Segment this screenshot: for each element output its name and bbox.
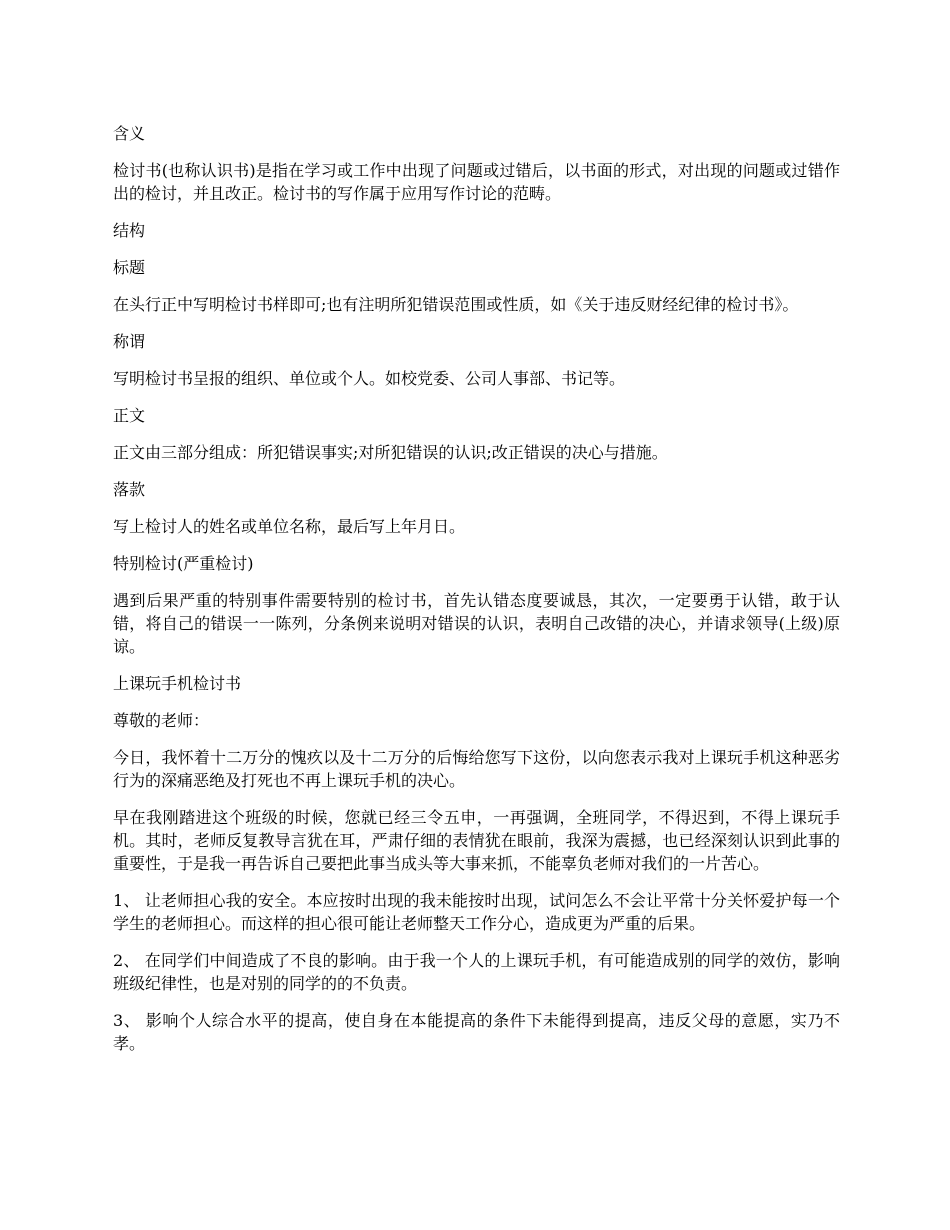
section-heading-salutation: 称谓 [113, 332, 146, 351]
section-heading-body: 正文 [113, 406, 146, 425]
paragraph-signature-desc: 写上检讨人的姓名或单位名称，最后写上年月日。 [113, 517, 466, 536]
sample-title: 上课玩手机检讨书 [113, 674, 242, 693]
sample-paragraph-1: 今日，我怀着十二万分的愧疚以及十二万分的后悔给您写下这份，以向您表示我对上课玩手机这种恶劣行为的深痛恶绝及打死也不再上课玩手机的决心。 [113, 748, 840, 790]
section-heading-signature: 落款 [113, 480, 146, 499]
document-page [113, 122, 840, 1069]
paragraph-title-desc: 在头行正中写明检讨书样即可;也有注明所犯错误范围或性质，如《关于违反财经纪律的检讨书》。 [113, 295, 799, 314]
paragraph-special-desc: 遇到后果严重的特别事件需要特别的检讨书，首先认错态度要诚恳，其次，一定要勇于认错，敢于认错，将自己的错误一一陈列，分条例来说明对错误的认识，表明自己改错的决心，并请求领导(上级)原谅。 [113, 591, 840, 656]
paragraph-salutation-desc: 写明检讨书呈报的组织、单位或个人。如校党委、公司人事部、书记等。 [113, 369, 626, 388]
section-heading-meaning: 含义 [113, 124, 146, 143]
list-item-1: 1、 让老师担心我的安全。本应按时出现的我未能按时出现，试问怎么不会让平常十分关怀爱护每一个学生的老师担心。而这样的担心很可能让老师整天工作分心，造成更为严重的后果。 [113, 891, 840, 933]
section-heading-structure: 结构 [113, 221, 146, 240]
section-heading-title: 标题 [113, 258, 146, 277]
sample-paragraph-2: 早在我刚踏进这个班级的时候，您就已经三令五申，一再强调，全班同学，不得迟到，不得上课玩手机。其时，老师反复教导言犹在耳，严肃仔细的表情犹在眼前，我深为震撼，也已经深刻认识到此事的重要性，于是我一再告诉自己要把此事当成头等大事来抓，不能辜负老师对我们的一片苦心。 [113, 808, 840, 873]
section-heading-special: 特别检讨(严重检讨) [113, 554, 254, 573]
list-item-3: 3、 影响个人综合水平的提高，使自身在本能提高的条件下未能得到提高，违反父母的意愿，实乃不孝。 [113, 1011, 840, 1053]
paragraph-definition: 检讨书(也称认识书)是指在学习或工作中出现了问题或过错后，以书面的形式，对出现的问题或过错作出的检讨，并且改正。检讨书的写作属于应用写作讨论的范畴。 [113, 161, 840, 203]
list-item-2: 2、 在同学们中间造成了不良的影响。由于我一个人的上课玩手机，有可能造成别的同学的效仿，影响班级纪律性，也是对别的同学的的不负责。 [113, 951, 840, 993]
sample-salutation: 尊敬的老师： [113, 711, 210, 730]
paragraph-body-desc: 正文由三部分组成：所犯错误事实;对所犯错误的认识;改正错误的决心与措施。 [113, 443, 668, 462]
